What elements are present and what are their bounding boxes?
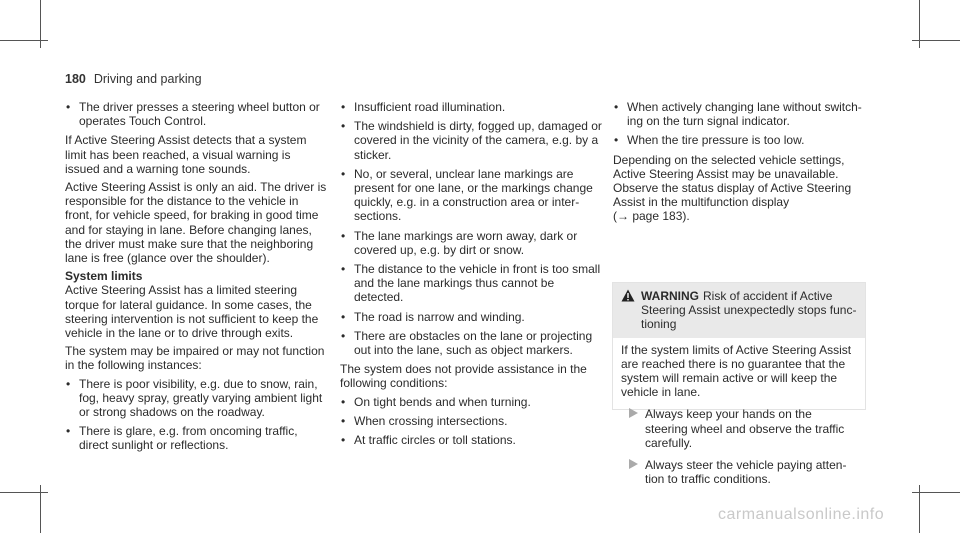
bullet-list [65,100,327,128]
list-item: • The road is narrow and winding. [340,310,602,324]
column-1 [65,100,327,458]
warning-body [613,338,865,500]
warning-header [613,283,865,338]
list-item: • At traffic circles or toll stations. [340,433,602,447]
list-item: • When crossing intersections. [340,414,602,428]
crop-mark [912,492,960,493]
page-header [65,72,202,86]
list-item: • The lane markings are worn away, dark or covered up, e.g. by dirt or snow. [340,229,602,257]
list-item: • When actively changing lane without switching on the turn signal indicator. [613,100,868,128]
paragraph [613,153,868,224]
page-reference-link[interactable]: (→ page 183). [613,209,690,224]
list-item: • There is glare, e.g. from oncoming traffic, direct sunlight or reflections. [65,424,327,452]
warning-triangle-icon [621,289,635,302]
section-heading: System limits [65,269,143,284]
crop-mark [0,40,48,41]
instruction-step [621,458,857,486]
paragraph: Active Steering Assist is only an aid. The driver is responsible for the distance to the vehicle in front, for vehicle speed, for braking in good time and for staying in lane. Before changing lanes, the driver must make sure that the neighboring lane is free (glance over the shoulder). [65,180,327,266]
list-item: • There are obstacles on the lane or projecting out into the lane, such as object markers. [340,329,602,357]
page-number: 180 [65,72,86,86]
bullet-list [340,100,602,357]
warning-title: WARNING [641,289,699,303]
bullet-list [65,377,327,453]
instruction-text: Always steer the vehicle paying attention to traffic conditions. [645,458,847,487]
list-item: • Insufficient road illumination. [340,100,602,114]
paragraph: Active Steering Assist has a limited steering torque for lateral guidance. In some cases, the steering intervention is not sufficient to keep the vehicle in the lane or to drive through exits. [65,283,319,341]
paragraph-text: Depending on the selected vehicle settings, Active Steering Assist may be unavailable. Observe the status display of Active Steering Assist in the multifunction display [613,152,852,210]
column-3 [613,100,868,228]
instruction-text: Always keep your hands on the steering wheel and observe the traffic carefully. [645,407,845,450]
list-item: • When the tire pressure is too low. [613,133,868,147]
list-item: • There is poor visibility, e.g. due to snow, rain, fog, heavy spray, greatly varying ambient light or strong shadows on the roadway. [65,377,327,420]
crop-mark [0,492,48,493]
watermark: carmanualsonline.info [718,506,885,523]
bullet-list [340,395,602,448]
arrow-right-icon [629,459,638,469]
list-item: • No, or several, unclear lane markings are present for one lane, or the markings change quickly, e.g. in a construction area or intersections. [340,167,602,224]
list-item: • The driver presses a steering wheel button or operates Touch Control. [65,100,327,128]
list-item: • The distance to the vehicle in front is too small and the lane markings thus cannot be detected. [340,262,602,305]
list-item: • The windshield is dirty, fogged up, damaged or covered in the vicinity of the camera, e.g. by a sticker. [340,119,602,162]
crop-mark [912,40,960,41]
paragraph: The system may be impaired or may not function in the following instances: [65,344,325,373]
warning-title-text: Risk of accident if Active Steering Assist unexpectedly stops functioning [641,289,857,332]
instruction-step [621,407,857,450]
paragraph: The system does not provide assistance in the following conditions: [340,362,587,391]
warning-box [612,282,866,487]
list-item: • On tight bends and when turning. [340,395,602,409]
column-2 [340,100,602,452]
warning-text: If the system limits of Active Steering Assist are reached there is no guarantee that the system will remain active or will keep the vehicle in lane. [621,342,852,400]
paragraph: If Active Steering Assist detects that a system limit has been reached, a visual warning is issued and a warning tone sounds. [65,133,307,176]
section-title: Driving and parking [93,72,202,86]
bullet-list [613,100,868,148]
arrow-right-icon [629,408,638,418]
